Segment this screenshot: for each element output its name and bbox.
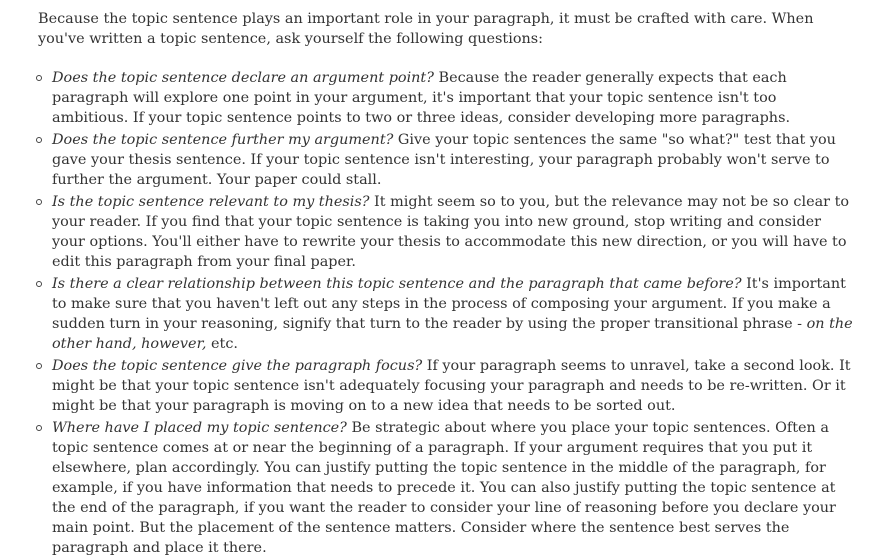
question-text: Does the topic sentence declare an argument point?: [52, 70, 434, 86]
question-text: Where have I placed my topic sentence?: [52, 420, 347, 436]
answer-text: Give your topic sentences the same "so what?" test that you gave your thesis sentence. If your topic sentence isn't interesting, your paragraph probably won't serve to further the argument. Your paper could stall.: [52, 132, 836, 188]
answer-text: It's important to make sure that you haven't left out any steps in the process of composing your argument. If you make a sudden turn in your reasoning, signify that turn to the reader by using the proper transitional phrase -: [52, 276, 846, 332]
question-text: Does the topic sentence further my argument?: [52, 132, 394, 148]
intro-paragraph: Because the topic sentence plays an important role in your paragraph, it must be crafted with care. When you've written a topic sentence, ask yourself the following questions:: [38, 11, 814, 47]
answer-text: Be strategic about where you place your topic sentences. Often a topic sentence comes at or near the beginning of a paragraph. If your argument requires that you put it elsewhere, plan accordingly. You can justify putting the topic sentence in the middle of the paragraph, for example, if you have information that needs to precede it. You can also justify putting the topic sentence at the end of the paragraph, if you want the reader to consider your line of reasoning before you declare your main point. But the placement of the sentence matters. Consider where the sentence best serves the paragraph and place it there.: [52, 420, 836, 556]
list-item: [52, 130, 856, 190]
question-list: [38, 68, 856, 558]
question-text: Does the topic sentence give the paragraph focus?: [52, 358, 423, 374]
question-text: Is the topic sentence relevant to my thesis?: [52, 194, 370, 210]
answer-text: It might seem so to you, but the relevance may not be so clear to your reader. If you find that your topic sentence is taking you into new ground, stop writing and consider your options. You'll either have to rewrite your thesis to accommodate this new direction, or you will have to edit this paragraph from your final paper.: [52, 194, 850, 270]
answer-text: Because the reader generally expects that each paragraph will explore one point in your argument, it's important that your topic sentence isn't too ambitious. If your topic sentence points to two or three ideas, consider developing more paragraphs.: [52, 70, 791, 126]
question-text: Is there a clear relationship between this topic sentence and the paragraph that came before?: [52, 276, 742, 292]
list-item: [52, 356, 856, 416]
transition-examples: on the other hand, however,: [52, 316, 853, 352]
list-item: [52, 68, 856, 128]
list-item: [52, 274, 856, 354]
list-item: [52, 418, 856, 558]
answer-text: If your paragraph seems to unravel, take a second look. It might be that your topic sentence isn't adequately focusing your paragraph and needs to be re-written. Or it might be that your paragraph is moving on to a new idea that needs to be sorted out.: [52, 358, 851, 414]
list-item: [52, 192, 856, 272]
answer-ending: etc.: [206, 336, 238, 352]
